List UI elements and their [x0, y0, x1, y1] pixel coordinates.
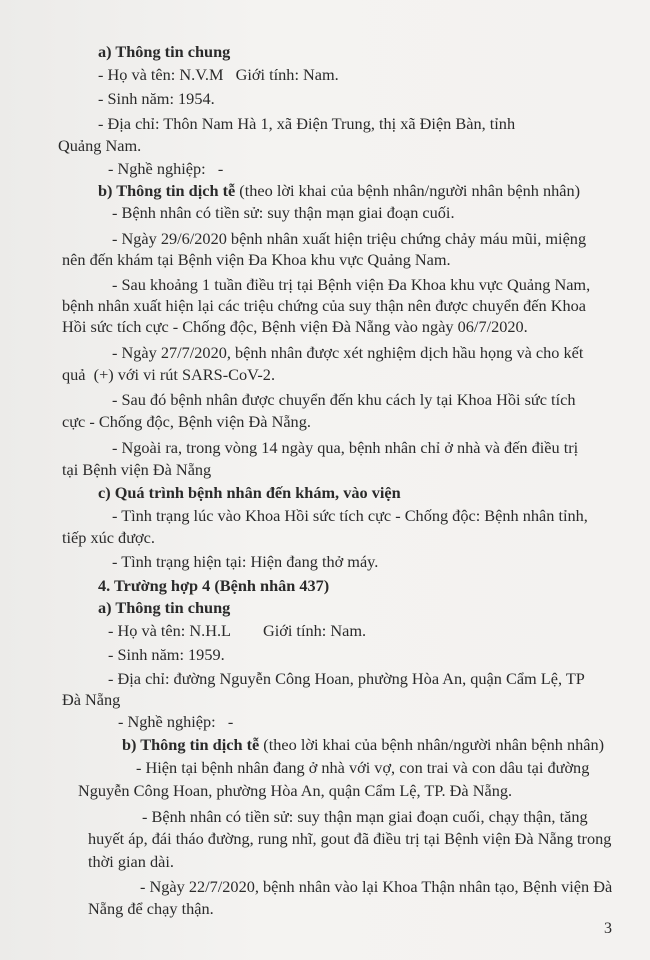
para-dialysis-line-1: [140, 877, 612, 897]
bold-text: 4. Trường hợp 4 (Bệnh nhân 437): [98, 576, 330, 595]
address-line-1: [98, 114, 515, 134]
line-text: - Nghề nghiệp: -: [108, 159, 224, 178]
bold-text: b) Thông tin dịch tễ: [122, 735, 260, 754]
para-14days-line-2: [62, 460, 211, 480]
line-text: - Bệnh nhân có tiền sử: suy thận mạn giai đoạn cuối.: [112, 203, 455, 222]
address-line-2: [108, 669, 585, 689]
para-home-line-2: [78, 781, 512, 801]
line-text: - Nghề nghiệp: -: [118, 712, 234, 731]
heading-general-info-1: [98, 42, 230, 62]
para-treatment-line-1: [112, 275, 590, 295]
para-history2-line-3: [88, 852, 174, 872]
para-treatment-line-2: [62, 296, 586, 316]
history-line-1: [112, 203, 455, 223]
line-text: (theo lời khai của bệnh nhân/người nhân bệnh nhân): [235, 181, 581, 200]
line-text: - Tình trạng lúc vào Khoa Hồi sức tích cực - Chống độc: Bệnh nhân tỉnh,: [112, 506, 588, 525]
line-text: thời gian dài.: [88, 852, 174, 871]
occupation-line-1: [108, 159, 223, 179]
para-test-line-2: [62, 365, 275, 385]
line-text: - Ngày 29/6/2020 bệnh nhân xuất hiện triệu chứng chảy máu mũi, miệng: [112, 229, 587, 248]
para-14days-line-1: [112, 438, 578, 458]
line-text: (theo lời khai của bệnh nhân/người nhân bệnh nhân): [259, 735, 605, 754]
line-text: Nguyễn Công Hoan, phường Hòa An, quận Cẩm Lệ, TP. Đà Nẵng.: [78, 781, 513, 800]
para-test-line-1: [112, 343, 583, 363]
heading-epidemiology-2: [122, 735, 604, 755]
line-text: - Họ và tên: N.H.L Giới tính: Nam.: [108, 621, 367, 640]
para-isolation-line-1: [112, 390, 575, 410]
line-text: Quảng Nam.: [58, 136, 142, 155]
para-history2-line-1: [142, 807, 588, 827]
line-text: bệnh nhân xuất hiện lại các triệu chứng của suy thận nên được chuyển đến Khoa: [62, 296, 587, 315]
line-text: quả (+) với vi rút SARS-CoV-2.: [62, 365, 276, 384]
line-text: Đà Nẵng: [62, 690, 121, 709]
para-june-line-2: [62, 250, 451, 270]
line-text: - Hiện tại bệnh nhân đang ở nhà với vợ, con trai và con dâu tại đường: [136, 758, 590, 777]
line-text: - Bệnh nhân có tiền sử: suy thận mạn giai đoạn cuối, chạy thận, tăng: [142, 807, 588, 826]
para-history2-line-2: [88, 829, 611, 849]
line-text: huyết áp, đái tháo đường, rung nhĩ, gout đã điều trị tại Bệnh viện Đà Nẵng trong: [88, 829, 612, 848]
line-text: - Ngày 27/7/2020, bệnh nhân được xét nghiệm dịch hầu họng và cho kết: [112, 343, 584, 362]
para-isolation-line-2: [62, 412, 311, 432]
line-text: - Sinh năm: 1959.: [108, 645, 225, 664]
line-text: - Sau đó bệnh nhân được chuyển đến khu cách ly tại Khoa Hồi sức tích: [112, 390, 576, 409]
birth-year-line-1: [98, 89, 215, 109]
line-text: - Sau khoảng 1 tuần điều trị tại Bệnh viện Đa Khoa khu vực Quảng Nam,: [112, 275, 591, 294]
bold-text: a) Thông tin chung: [98, 42, 231, 61]
line-text: - Ngoài ra, trong vòng 14 ngày qua, bệnh nhân chỉ ở nhà và đến điều trị: [112, 438, 579, 457]
page-number: 3: [604, 920, 612, 937]
line-text: tiếp xúc được.: [62, 528, 155, 547]
address-line-2-cont: [62, 690, 120, 710]
birth-year-line-2: [108, 645, 225, 665]
address-line-1-cont: [58, 136, 141, 156]
line-text: - Họ và tên: N.V.M Giới tính: Nam.: [98, 65, 339, 84]
heading-general-info-2: [98, 598, 230, 618]
line-text: cực - Chống độc, Bệnh viện Đà Nẵng.: [62, 412, 311, 431]
line-text: - Ngày 22/7/2020, bệnh nhân vào lại Khoa Thận nhân tạo, Bệnh viện Đà: [140, 877, 613, 896]
occupation-line-2: [118, 712, 233, 732]
line-text: - Sinh năm: 1954.: [98, 89, 215, 108]
line-text: Nẵng để chạy thận.: [88, 899, 214, 918]
line-text: - Địa chỉ: đường Nguyễn Công Hoan, phường Hòa An, quận Cẩm Lệ, TP: [108, 669, 585, 688]
para-admission-line-2: [62, 528, 155, 548]
name-line-2: [108, 621, 366, 641]
bold-text: b) Thông tin dịch tễ: [98, 181, 236, 200]
para-home-line-1: [136, 758, 589, 778]
line-text: nên đến khám tại Bệnh viện Đa Khoa khu vực Quảng Nam.: [62, 250, 451, 269]
heading-admission-process: [98, 483, 401, 503]
heading-epidemiology-1: [98, 181, 580, 201]
para-current-status: [112, 552, 378, 572]
line-text: Hồi sức tích cực - Chống độc, Bệnh viện Đà Nẵng vào ngày 06/7/2020.: [62, 317, 528, 336]
para-june-line-1: [112, 229, 586, 249]
bold-text: c) Quá trình bệnh nhân đến khám, vào viện: [98, 483, 401, 502]
line-text: tại Bệnh viện Đà Nẵng: [62, 460, 212, 479]
para-admission-line-1: [112, 506, 588, 526]
para-dialysis-line-2: [88, 899, 214, 919]
para-treatment-line-3: [62, 317, 528, 337]
heading-case-4: [98, 576, 329, 596]
name-line-1: [98, 65, 339, 85]
bold-text: a) Thông tin chung: [98, 598, 231, 617]
line-text: - Tình trạng hiện tại: Hiện đang thở máy.: [112, 552, 379, 571]
line-text: - Địa chỉ: Thôn Nam Hà 1, xã Điện Trung, thị xã Điện Bàn, tỉnh: [98, 114, 516, 133]
